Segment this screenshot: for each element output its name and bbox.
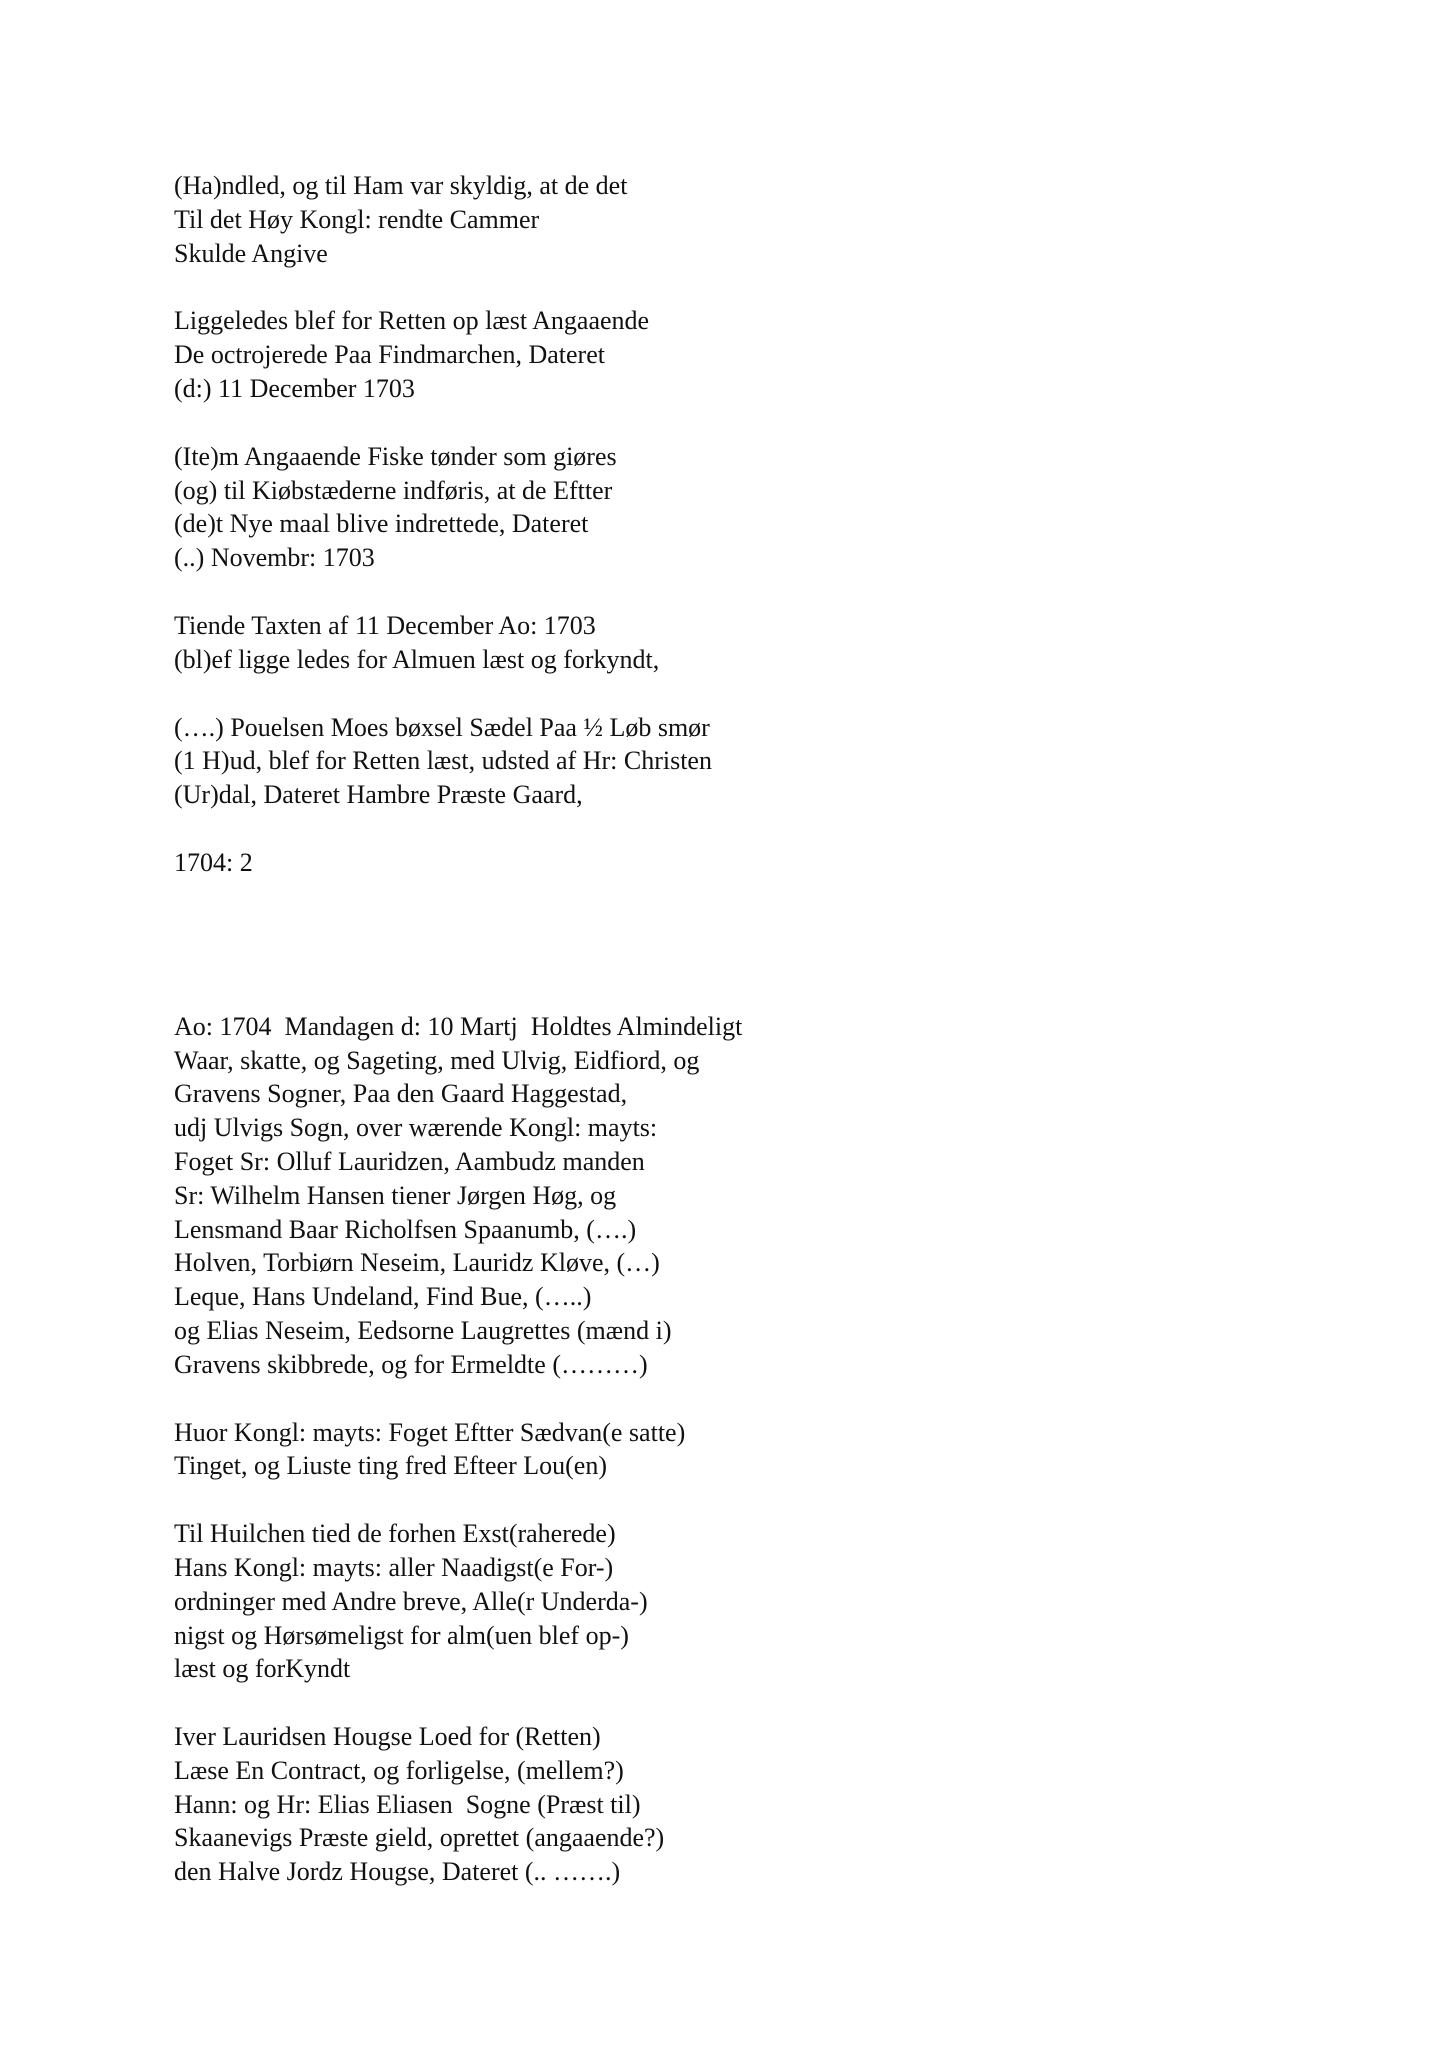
- text-line: og Elias Neseim, Eedsorne Laugrettes (mænd i): [174, 1315, 672, 1345]
- document-page: [174, 169, 1324, 1923]
- text-line: læst og forKyndt: [174, 1654, 351, 1684]
- text-line: Gravens skibbrede, og for Ermeldte (………): [174, 1349, 648, 1379]
- text-line: (de)t Nye maal blive indrettede, Dateret: [174, 509, 589, 539]
- text-line: (….) Pouelsen Moes bøxsel Sædel Paa ½ Løb smør: [174, 712, 710, 742]
- text-line: (d:) 11 December 1703: [174, 373, 415, 403]
- text-line: (Ur)dal, Dateret Hambre Præste Gaard,: [174, 780, 583, 810]
- text-line: den Halve Jordz Hougse, Dateret (.. …….): [174, 1857, 621, 1887]
- text-line: Holven, Torbiørn Neseim, Lauridz Kløve, (…): [174, 1248, 660, 1278]
- text-line: (og) til Kiøbstæderne indføris, at de Eftter: [174, 475, 613, 505]
- text-line: (bl)ef ligge ledes for Almuen læst og forkyndt,: [174, 644, 660, 674]
- paragraph-9: [174, 1720, 1324, 1889]
- text-line: Lensmand Baar Richolfsen Spaanumb, (….): [174, 1214, 637, 1244]
- text-line: Foget Sr: Olluf Lauridzen, Aambudz manden: [174, 1146, 645, 1176]
- text-line: (..) Novembr: 1703: [174, 543, 375, 573]
- text-line: Sr: Wilhelm Hansen tiener Jørgen Høg, og: [174, 1180, 617, 1210]
- text-line: udj Ulvigs Sogn, over wærende Kongl: mayts:: [174, 1113, 658, 1143]
- paragraph-1: [174, 169, 1324, 270]
- page-number: 1704: 2: [174, 847, 253, 877]
- text-line: Hann: og Hr: Elias Eliasen Sogne (Præst til): [174, 1789, 641, 1819]
- paragraph-7: [174, 1416, 1324, 1484]
- text-line: Til det Høy Kongl: rendte Cammer: [174, 204, 540, 234]
- text-line: (1 H)ud, blef for Retten læst, udsted af Hr: Christen: [174, 746, 712, 776]
- text-line: Leque, Hans Undeland, Find Bue, (…..): [174, 1282, 592, 1312]
- text-line: Læse En Contract, og forligelse, (mellem?): [174, 1755, 624, 1785]
- paragraph-6: [174, 1010, 1324, 1382]
- paragraph-2: [174, 304, 1324, 405]
- text-line: Skulde Angive: [174, 238, 328, 268]
- text-line: nigst og Hørsømeligst for alm(uen blef op-): [174, 1620, 629, 1650]
- text-line: Tiende Taxten af 11 December Ao: 1703: [174, 610, 596, 640]
- paragraph-5: [174, 711, 1324, 812]
- text-line: Hans Kongl: mayts: aller Naadigst(e For-): [174, 1552, 614, 1582]
- text-line: Liggeledes blef for Retten op læst Angaaende: [174, 306, 650, 336]
- text-line: Iver Lauridsen Hougse Loed for (Retten): [174, 1722, 601, 1752]
- text-line: Gravens Sogner, Paa den Gaard Haggestad,: [174, 1079, 628, 1109]
- text-line: Huor Kongl: mayts: Foget Eftter Sædvan(e satte): [174, 1417, 686, 1447]
- page-marker: [174, 846, 1324, 880]
- text-line: De octrojerede Paa Findmarchen, Dateret: [174, 340, 605, 370]
- text-line: Ao: 1704 Mandagen d: 10 Martj Holdtes Almindeligt: [174, 1011, 743, 1041]
- text-line: Waar, skatte, og Sageting, med Ulvig, Eidfiord, og: [174, 1045, 700, 1075]
- paragraph-3: [174, 440, 1324, 575]
- text-line: (Ite)m Angaaende Fiske tønder som giøres: [174, 441, 617, 471]
- paragraph-8: [174, 1517, 1324, 1686]
- text-line: ordninger med Andre breve, Alle(r Underda-): [174, 1586, 648, 1616]
- text-line: Til Huilchen tied de forhen Exst(raherede): [174, 1519, 616, 1549]
- text-line: Skaanevigs Præste gield, oprettet (angaaende?): [174, 1823, 665, 1853]
- text-line: Tinget, og Liuste ting fred Efteer Lou(en): [174, 1451, 607, 1481]
- text-line: (Ha)ndled, og til Ham var skyldig, at de det: [174, 171, 628, 200]
- paragraph-4: [174, 609, 1324, 677]
